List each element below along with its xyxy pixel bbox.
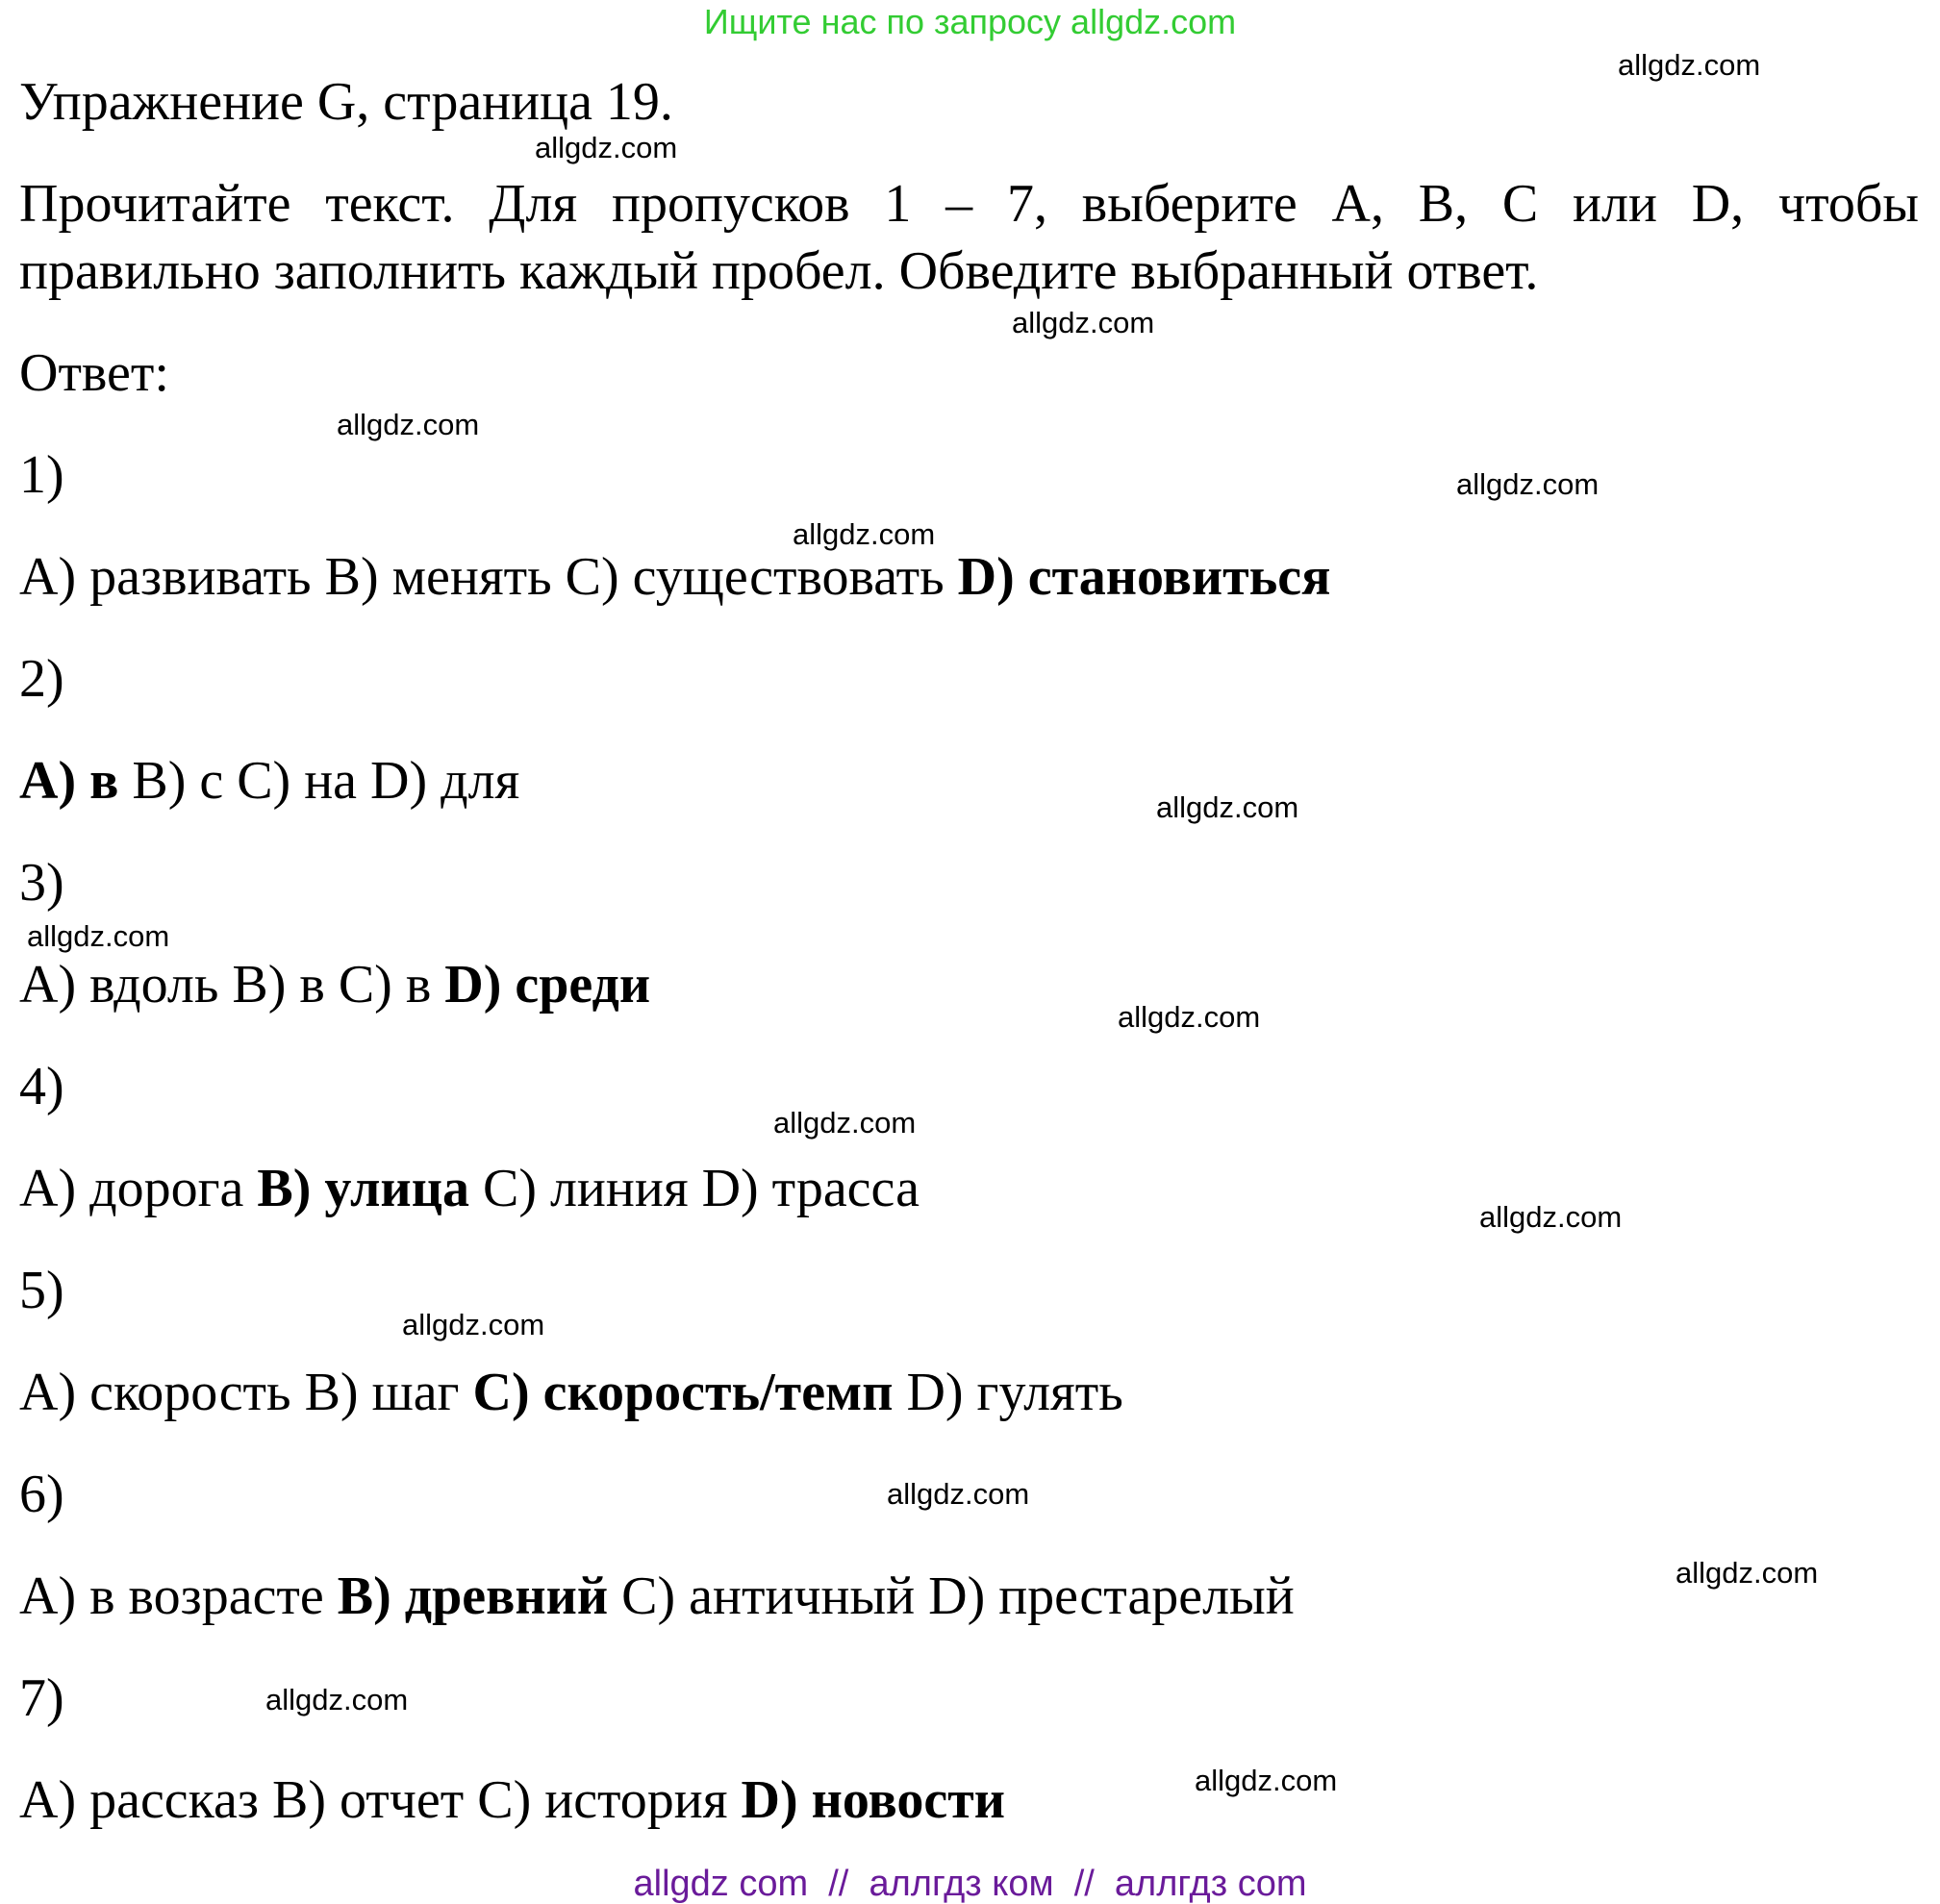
option: D) престарелый: [928, 1566, 1295, 1626]
option: C) античный: [621, 1566, 916, 1626]
watermark: allgdz.com: [1195, 1764, 1338, 1797]
item-number: 4): [19, 1057, 64, 1116]
option: D) для: [370, 751, 520, 811]
item-options: [19, 955, 651, 1015]
option: B) в: [232, 955, 325, 1015]
watermark: allgdz.com: [1675, 1556, 1819, 1590]
watermark: allgdz.com: [265, 1683, 409, 1716]
option: C) линия: [482, 1159, 689, 1218]
option: C) в: [338, 955, 432, 1015]
watermark: allgdz.com: [402, 1308, 545, 1341]
option: C) история: [477, 1770, 728, 1830]
option: A) развивать: [19, 547, 312, 607]
option: A) вдоль: [19, 955, 219, 1015]
option: B) отчет: [272, 1770, 465, 1830]
item-number: 3): [19, 853, 64, 913]
watermark: allgdz.com: [1118, 1000, 1261, 1034]
item-number: 6): [19, 1465, 64, 1524]
item-number: 1): [19, 445, 64, 505]
option: A) дорога: [19, 1159, 244, 1218]
item-number: 5): [19, 1261, 64, 1320]
option-selected: D) среди: [444, 955, 651, 1015]
watermark: allgdz.com: [1012, 306, 1155, 339]
option-selected: B) улица: [257, 1159, 469, 1218]
watermark: allgdz.com: [1456, 467, 1600, 501]
top-banner: Ищите нас по запросу allgdz.com: [703, 2, 1237, 41]
watermark: allgdz.com: [27, 919, 170, 953]
exercise-heading: Упражнение G, страница 19.: [19, 72, 673, 132]
answer-label: Ответ:: [19, 343, 169, 403]
option: B) с: [132, 751, 224, 811]
option-selected: D) новости: [741, 1770, 1005, 1830]
instruction-line-2: правильно заполнить каждый пробел. Обведите выбранный ответ.: [19, 241, 1539, 301]
instruction-line-1: Прочитайте текст. Для пропусков 1 – 7, выберите A, B, C или D, чтобы: [19, 174, 1919, 234]
item-options: [19, 1566, 1295, 1626]
item-number: 7): [19, 1668, 64, 1728]
item-options: [19, 751, 520, 811]
option: A) в возрасте: [19, 1566, 324, 1626]
option: A) скорость: [19, 1363, 291, 1422]
item-number: 2): [19, 649, 64, 709]
option: D) трасса: [701, 1159, 920, 1218]
watermark: allgdz.com: [1156, 790, 1299, 824]
option: D) гулять: [906, 1363, 1123, 1422]
option-selected: D) становиться: [957, 547, 1331, 607]
option-selected: B) древний: [337, 1566, 609, 1626]
watermark: allgdz.com: [1479, 1200, 1623, 1234]
option: C) на: [237, 751, 358, 811]
option-selected: C) скорость/темп: [472, 1363, 894, 1422]
option: A) рассказ: [19, 1770, 259, 1830]
option: B) шаг: [304, 1363, 460, 1422]
watermark: allgdz.com: [337, 408, 480, 441]
footer-links: allgdz com // аллгдз ком // аллгдз com: [633, 1864, 1307, 1904]
option: B) менять: [324, 547, 552, 607]
watermark: allgdz.com: [887, 1477, 1030, 1511]
watermark: allgdz.com: [793, 517, 936, 551]
item-options: [19, 1159, 920, 1218]
option: C) существовать: [565, 547, 945, 607]
option-selected: A) в: [19, 751, 119, 811]
item-options: [19, 1363, 1123, 1422]
item-options: [19, 547, 1331, 607]
watermark: allgdz.com: [1618, 48, 1761, 82]
watermark: allgdz.com: [773, 1106, 917, 1140]
watermark: allgdz.com: [535, 131, 678, 164]
item-options: [19, 1770, 1005, 1830]
